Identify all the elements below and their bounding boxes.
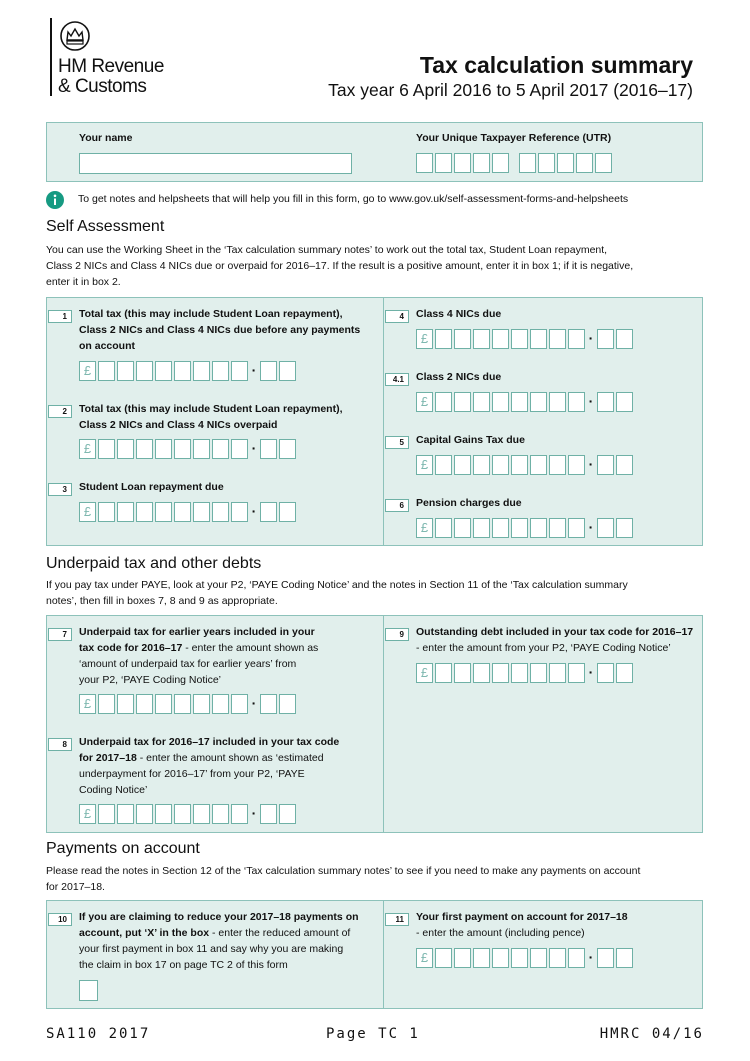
- utr-digit-box[interactable]: [435, 153, 452, 173]
- box-number-10: 10: [48, 913, 72, 926]
- info-text: To get notes and helpsheets that will help you fill in this form, go to www.gov.uk/self-assessment-forms-and-helpsheets: [78, 193, 629, 205]
- utr-digit-box[interactable]: [576, 153, 593, 173]
- box1-amount-input[interactable]: £ ·: [79, 361, 298, 381]
- hmrc-logo: [50, 18, 190, 98]
- utr-digit-box[interactable]: [557, 153, 574, 173]
- underpaid-panel: [46, 615, 703, 833]
- box-number-4: 4: [385, 310, 409, 323]
- box8-label: Underpaid tax for 2016–17 included in your tax code for 2017–18 - enter the amount shown as ‘estimated underpayment for 2016–17’ from your P2, ‘PAYE Coding Notice’: [79, 736, 340, 796]
- utr-digit-box[interactable]: [595, 153, 612, 173]
- utr-digit-box[interactable]: [473, 153, 490, 173]
- payments-panel: [46, 900, 703, 1009]
- box3-amount-input[interactable]: £ ·: [79, 502, 298, 522]
- box-number-5: 5: [385, 436, 409, 449]
- self-assessment-intro: You can use the Working Sheet in the ‘Tax calculation summary notes’ to work out the total tax, Student Loan repayment, Class 2 NICs and Class 4 NICs due or overpaid for 2016–17. If the result is a positive amount, enter it in box 1; if it is negative, enter it in box 2.: [46, 244, 634, 288]
- box6-amount-input[interactable]: £ ·: [416, 518, 635, 538]
- box4-1-amount-input[interactable]: £ ·: [416, 392, 635, 412]
- box6-label: Pension charges due: [416, 497, 522, 509]
- box-number-3: 3: [48, 483, 72, 496]
- page-subtitle: Tax year 6 April 2016 to 5 April 2017 (2016–17): [328, 80, 693, 100]
- brand-line1: HM Revenue: [58, 56, 164, 77]
- utr-digit-box[interactable]: [492, 153, 509, 173]
- box11-amount-input[interactable]: £ ·: [416, 948, 635, 968]
- box5-label: Capital Gains Tax due: [416, 434, 525, 446]
- self-assessment-panel: [46, 297, 703, 546]
- footer-version: HMRC 04/16: [599, 1026, 704, 1042]
- box-number-7: 7: [48, 628, 72, 641]
- self-assessment-heading: Self Assessment: [46, 218, 165, 235]
- brand-line2: & Customs: [58, 76, 147, 97]
- utr-input[interactable]: [416, 153, 614, 173]
- box-number-9: 9: [385, 628, 409, 641]
- utr-digit-box[interactable]: [538, 153, 555, 173]
- box5-amount-input[interactable]: £ ·: [416, 455, 635, 475]
- payments-heading: Payments on account: [46, 840, 200, 857]
- box3-label: Student Loan repayment due: [79, 481, 224, 493]
- box4-label: Class 4 NICs due: [416, 308, 502, 320]
- box2-amount-input[interactable]: £ ·: [79, 439, 298, 459]
- utr-digit-box[interactable]: [416, 153, 433, 173]
- box10-label: If you are claiming to reduce your 2017–18 payments on account, put ‘X’ in the box - enter the reduced amount of your first payment in box 11 and say why you are making the claim in box 17 on page TC 2 of this form: [79, 911, 359, 971]
- box4-1-label: Class 2 NICs due: [416, 371, 502, 383]
- box10-checkbox[interactable]: [79, 980, 98, 1001]
- box-number-11: 11: [385, 913, 409, 926]
- box-number-8: 8: [48, 738, 72, 751]
- name-label: Your name: [79, 132, 133, 144]
- box11-label: Your first payment on account for 2017–18 - enter the amount (including pence): [416, 911, 628, 939]
- identity-panel: [46, 122, 703, 182]
- underpaid-intro: If you pay tax under PAYE, look at your P2, ‘PAYE Coding Notice’ and the notes in Section 11 of the ‘Tax calculation summary notes’, then fill in boxes 7, 8 and 9 as appropriate.: [46, 579, 628, 607]
- info-icon: [46, 191, 64, 209]
- box1-label: Total tax (this may include Student Loan repayment), Class 2 NICs and Class 4 NICs due before any payments on account: [79, 308, 361, 352]
- box-number-6: 6: [385, 499, 409, 512]
- utr-label: Your Unique Taxpayer Reference (UTR): [416, 132, 612, 144]
- payments-intro: Please read the notes in Section 12 of the ‘Tax calculation summary notes’ to see if you need to make any payments on account for 2017–18.: [46, 865, 641, 893]
- footer-page-number: Page TC 1: [326, 1026, 420, 1042]
- box7-amount-input[interactable]: £ ·: [79, 694, 298, 714]
- utr-digit-box[interactable]: [454, 153, 471, 173]
- box9-amount-input[interactable]: £ ·: [416, 663, 635, 683]
- box7-label: Underpaid tax for earlier years included in your tax code for 2016–17 - enter the amount shown as ‘amount of underpaid tax for earlier years’ from your P2, ‘PAYE Coding Notice’: [79, 626, 319, 686]
- footer-form-code: SA110 2017: [46, 1026, 151, 1042]
- underpaid-heading: Underpaid tax and other debts: [46, 555, 262, 572]
- box4-amount-input[interactable]: £ ·: [416, 329, 635, 349]
- box-number-1: 1: [48, 310, 72, 323]
- box-number-4-1: 4.1: [385, 373, 409, 386]
- box8-amount-input[interactable]: £ ·: [79, 804, 298, 824]
- box-number-2: 2: [48, 405, 72, 418]
- box2-label: Total tax (this may include Student Loan repayment), Class 2 NICs and Class 4 NICs overpaid: [79, 403, 343, 431]
- page-title: Tax calculation summary: [419, 52, 693, 78]
- utr-digit-box[interactable]: [519, 153, 536, 173]
- name-input[interactable]: [79, 153, 352, 174]
- box9-label: Outstanding debt included in your tax code for 2016–17 - enter the amount from your P2, ‘PAYE Coding Notice’: [416, 626, 694, 654]
- crown-crest-icon: [58, 20, 92, 52]
